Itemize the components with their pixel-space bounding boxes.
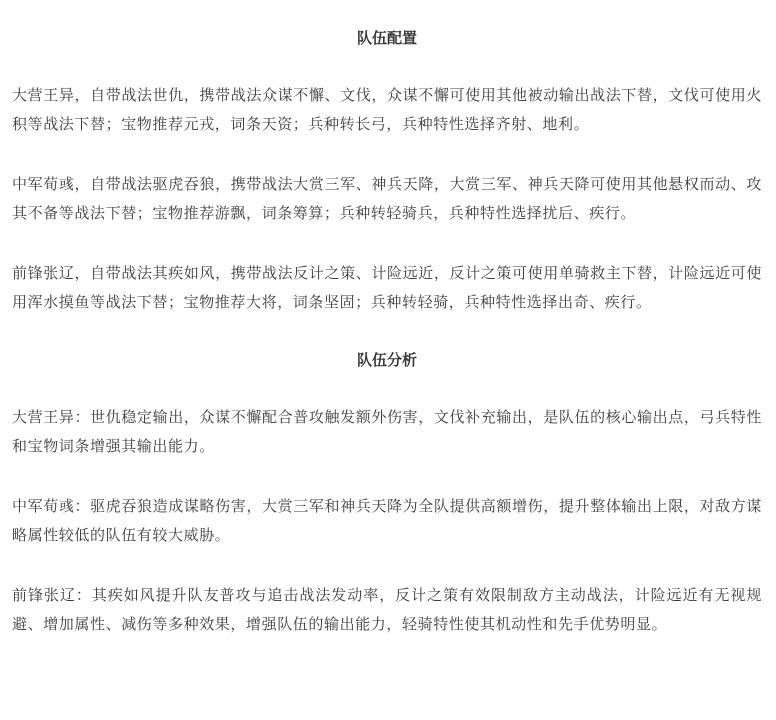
paragraph-xun-yu-analysis: 中军荀彧：驱虎吞狼造成谋略伤害，大赏三军和神兵天降为全队提供高额增伤，提升整体输出上限，对敌方谋略属性较低的队伍有较大威胁。	[12, 497, 762, 544]
section-heading-team-config: 队伍配置	[356, 29, 417, 47]
paragraph-zhang-liao-analysis: 前锋张辽：其疾如风提升队友普攻与追击战法发动率，反计之策有效限制敌方主动战法，计险远近有无视规避、增加属性、减伤等多种效果，增强队伍的输出能力，轻骑特性使其机动性和先手优势明显。	[12, 586, 762, 633]
paragraph-wang-yi-analysis: 大营王异：世仇稳定输出，众谋不懈配合普攻触发额外伤害，文伐补充输出，是队伍的核心输出点，弓兵特性和宝物词条增强其输出能力。	[12, 408, 762, 455]
section-heading-team-analysis: 队伍分析	[356, 351, 417, 369]
paragraph-zhang-liao-config: 前锋张辽，自带战法其疾如风，携带战法反计之策、计险远近，反计之策可使用单骑救主下替，计险远近可使用浑水摸鱼等战法下替；宝物推荐大将，词条坚固；兵种转轻骑，兵种特性选择出奇、疾行。	[12, 264, 762, 311]
paragraph-wang-yi-config: 大营王异，自带战法世仇，携带战法众谋不懈、文伐，众谋不懈可使用其他被动输出战法下替，文伐可使用火积等战法下替；宝物推荐元戎，词条天资；兵种转长弓，兵种特性选择齐射、地利。	[12, 86, 762, 133]
paragraph-xun-yu-config: 中军荀彧，自带战法驱虎吞狼，携带战法大赏三军、神兵天降，大赏三军、神兵天降可使用其他悬权而动、攻其不备等战法下替；宝物推荐游飘，词条筹算；兵种转轻骑兵，兵种特性选择扰后、疾行。	[12, 175, 762, 222]
